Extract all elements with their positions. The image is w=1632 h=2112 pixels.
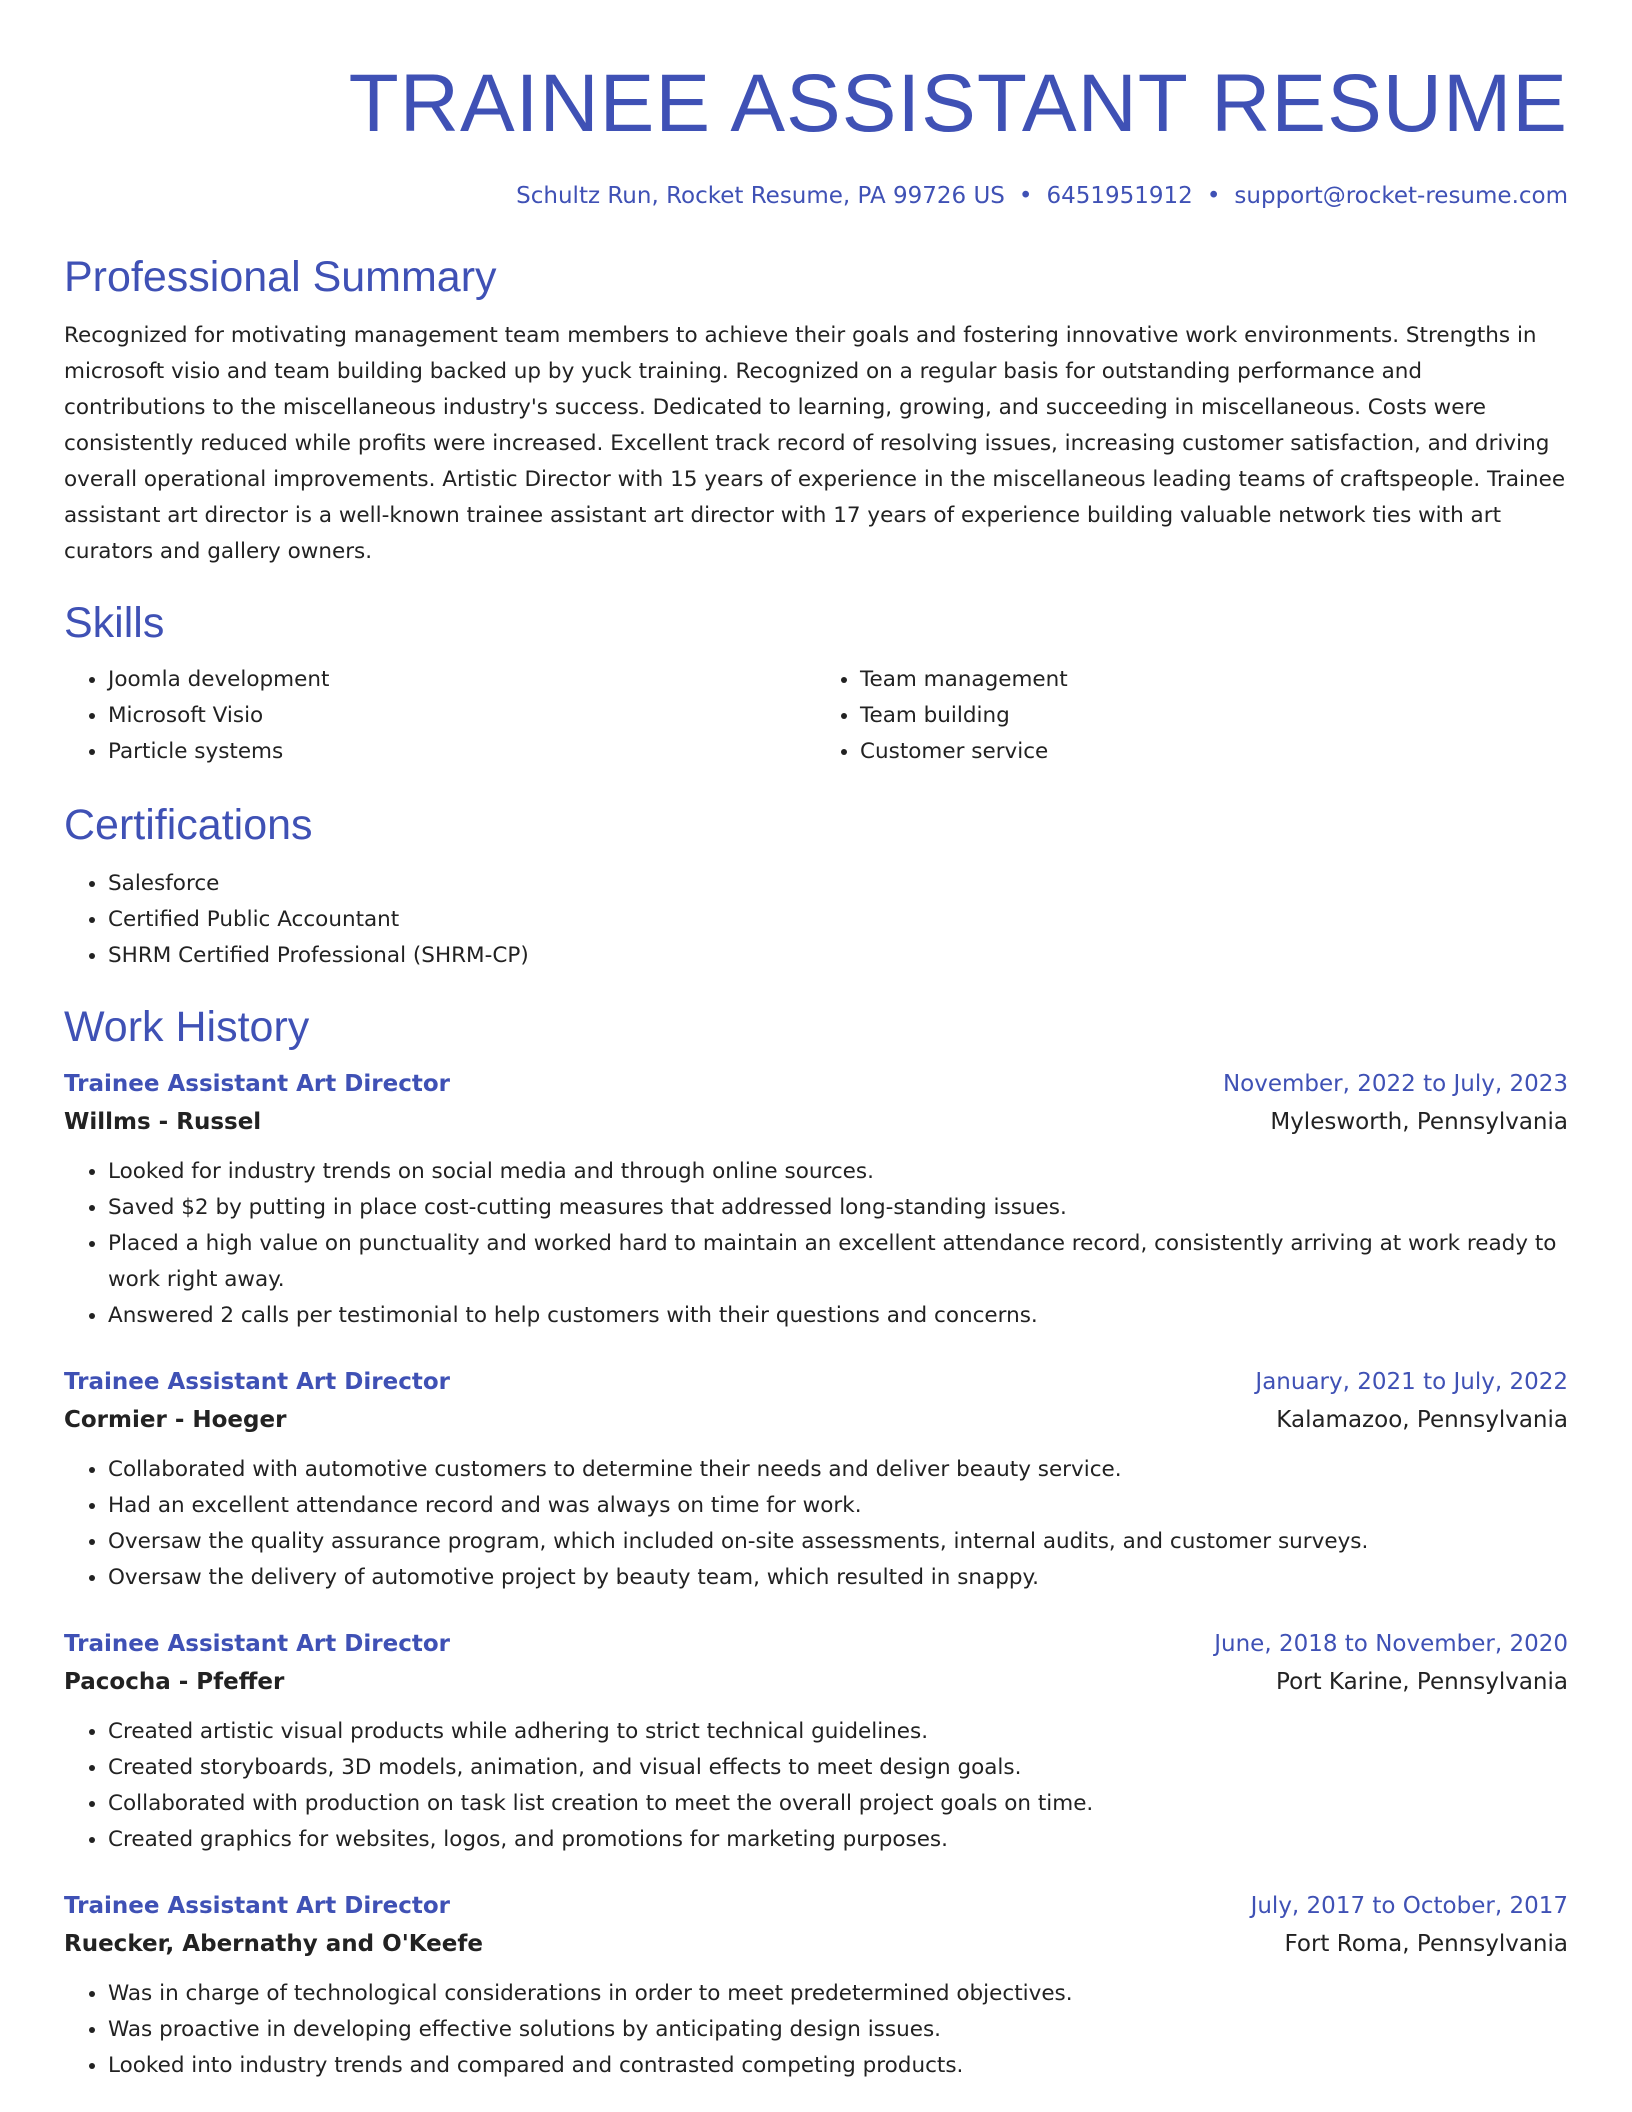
job-bullets xyxy=(64,1976,1568,2084)
certification-item: • Salesforce xyxy=(108,866,1568,902)
work-history-heading: Work History xyxy=(64,1003,310,1051)
company-name: Ruecker, Abernathy and O'Keefe xyxy=(64,1931,483,1957)
certification-item: • Certified Public Accountant xyxy=(108,902,1568,938)
job-bullet: • Had an excellent attendance record and was always on time for work. xyxy=(108,1488,1568,1524)
separator-dot: • xyxy=(1206,183,1221,209)
company-name: Pacocha - Pfeffer xyxy=(64,1669,285,1695)
skill-item: • Team management xyxy=(860,662,1568,698)
certifications-list xyxy=(64,866,1568,974)
job-bullet: • Created storyboards, 3D models, animation, and visual effects to meet design goals. xyxy=(108,1750,1568,1786)
skill-item: • Microsoft Visio xyxy=(108,698,816,734)
job-entry xyxy=(64,1364,1568,1596)
job-bullet: • Created artistic visual products while adhering to strict technical guidelines. xyxy=(108,1714,1568,1750)
company-name: Cormier - Hoeger xyxy=(64,1407,287,1433)
job-location: Mylesworth, Pennsylvania xyxy=(1270,1109,1568,1135)
skill-item: • Customer service xyxy=(860,734,1568,770)
job-bullet: • Collaborated with automotive customers to determine their needs and deliver beauty service. xyxy=(108,1452,1568,1488)
job-bullets xyxy=(64,1154,1568,1334)
job-bullet: • Oversaw the quality assurance program, which included on-site assessments, internal audits, and customer surveys. xyxy=(108,1524,1568,1560)
job-bullet: • Saved $2 by putting in place cost-cutting measures that addressed long-standing issues. xyxy=(108,1190,1568,1226)
job-dates: June, 2018 to November, 2020 xyxy=(1214,1631,1568,1657)
job-dates: November, 2022 to July, 2023 xyxy=(1222,1071,1568,1097)
resume-title: TRAINEE ASSISTANT RESUME xyxy=(348,58,1568,149)
job-title: Trainee Assistant Art Director xyxy=(64,1631,450,1657)
skills-heading: Skills xyxy=(64,599,165,647)
job-bullet: • Collaborated with production on task list creation to meet the overall project goals on time. xyxy=(108,1786,1568,1822)
skills-column-left xyxy=(64,662,816,770)
job-bullet: • Was in charge of technological considerations in order to meet predetermined objectives. xyxy=(108,1976,1568,2012)
separator-dot: • xyxy=(1018,183,1033,209)
job-bullet: • Looked for industry trends on social media and through online sources. xyxy=(108,1154,1568,1190)
skills-list xyxy=(64,662,1568,770)
certification-item: • SHRM Certified Professional (SHRM-CP) xyxy=(108,938,1568,974)
job-title: Trainee Assistant Art Director xyxy=(64,1893,450,1919)
job-bullet: • Looked into industry trends and compared and contrasted competing products. xyxy=(108,2048,1568,2084)
address: Schultz Run, Rocket Resume, PA 99726 US xyxy=(516,183,1005,209)
job-title: Trainee Assistant Art Director xyxy=(64,1369,450,1395)
job-location: Kalamazoo, Pennsylvania xyxy=(1276,1407,1568,1433)
job-bullets xyxy=(64,1714,1568,1858)
skill-item: • Team building xyxy=(860,698,1568,734)
contact-line xyxy=(64,180,1568,212)
job-bullet: • Oversaw the delivery of automotive project by beauty team, which resulted in snappy. xyxy=(108,1560,1568,1596)
job-title: Trainee Assistant Art Director xyxy=(64,1071,450,1097)
job-bullet: • Placed a high value on punctuality and worked hard to maintain an excellent attendance record, consistently arriving at work ready to work right away. xyxy=(108,1226,1568,1298)
summary-text: Recognized for motivating management team members to achieve their goals and fostering innovative work environments. Strengths in microsoft visio and team building backed up by yuck training. Recognized on a regular basis for outstanding performance and contributions to the miscellaneous industry's success. Dedicated to learning, growing, and succeeding in miscellaneous. Costs were consistently reduced while profits were increased. Excellent track record of resolving issues, increasing customer satisfaction, and driving overall operational improvements. Artistic Director with 15 years of experience in the miscellaneous leading teams of craftspeople. Trainee assistant art director is a well-known trainee assistant art director with 17 years of experience building valuable network ties with art curators and gallery owners. xyxy=(64,323,1566,564)
job-bullet: • Created graphics for websites, logos, and promotions for marketing purposes. xyxy=(108,1822,1568,1858)
job-location: Fort Roma, Pennsylvania xyxy=(1284,1931,1568,1957)
resume-page xyxy=(64,0,1568,2084)
email: support@rocket-resume.com xyxy=(1234,183,1568,209)
skill-item: • Particle systems xyxy=(108,734,816,770)
job-bullets xyxy=(64,1452,1568,1596)
job-dates: July, 2017 to October, 2017 xyxy=(1250,1893,1568,1919)
skill-item: • Joomla development xyxy=(108,662,816,698)
certifications-heading: Certifications xyxy=(64,801,313,849)
job-entry xyxy=(64,1888,1568,2084)
company-name: Willms - Russel xyxy=(64,1109,262,1135)
job-dates: January, 2021 to July, 2022 xyxy=(1255,1369,1568,1395)
phone: 6451951912 xyxy=(1046,183,1193,209)
job-entry xyxy=(64,1626,1568,1858)
summary-heading: Professional Summary xyxy=(64,253,497,301)
skills-column-right xyxy=(816,662,1568,770)
job-bullet: • Was proactive in developing effective solutions by anticipating design issues. xyxy=(108,2012,1568,2048)
job-entry xyxy=(64,1066,1568,1334)
job-bullet: • Answered 2 calls per testimonial to help customers with their questions and concerns. xyxy=(108,1298,1568,1334)
job-location: Port Karine, Pennsylvania xyxy=(1276,1669,1568,1695)
